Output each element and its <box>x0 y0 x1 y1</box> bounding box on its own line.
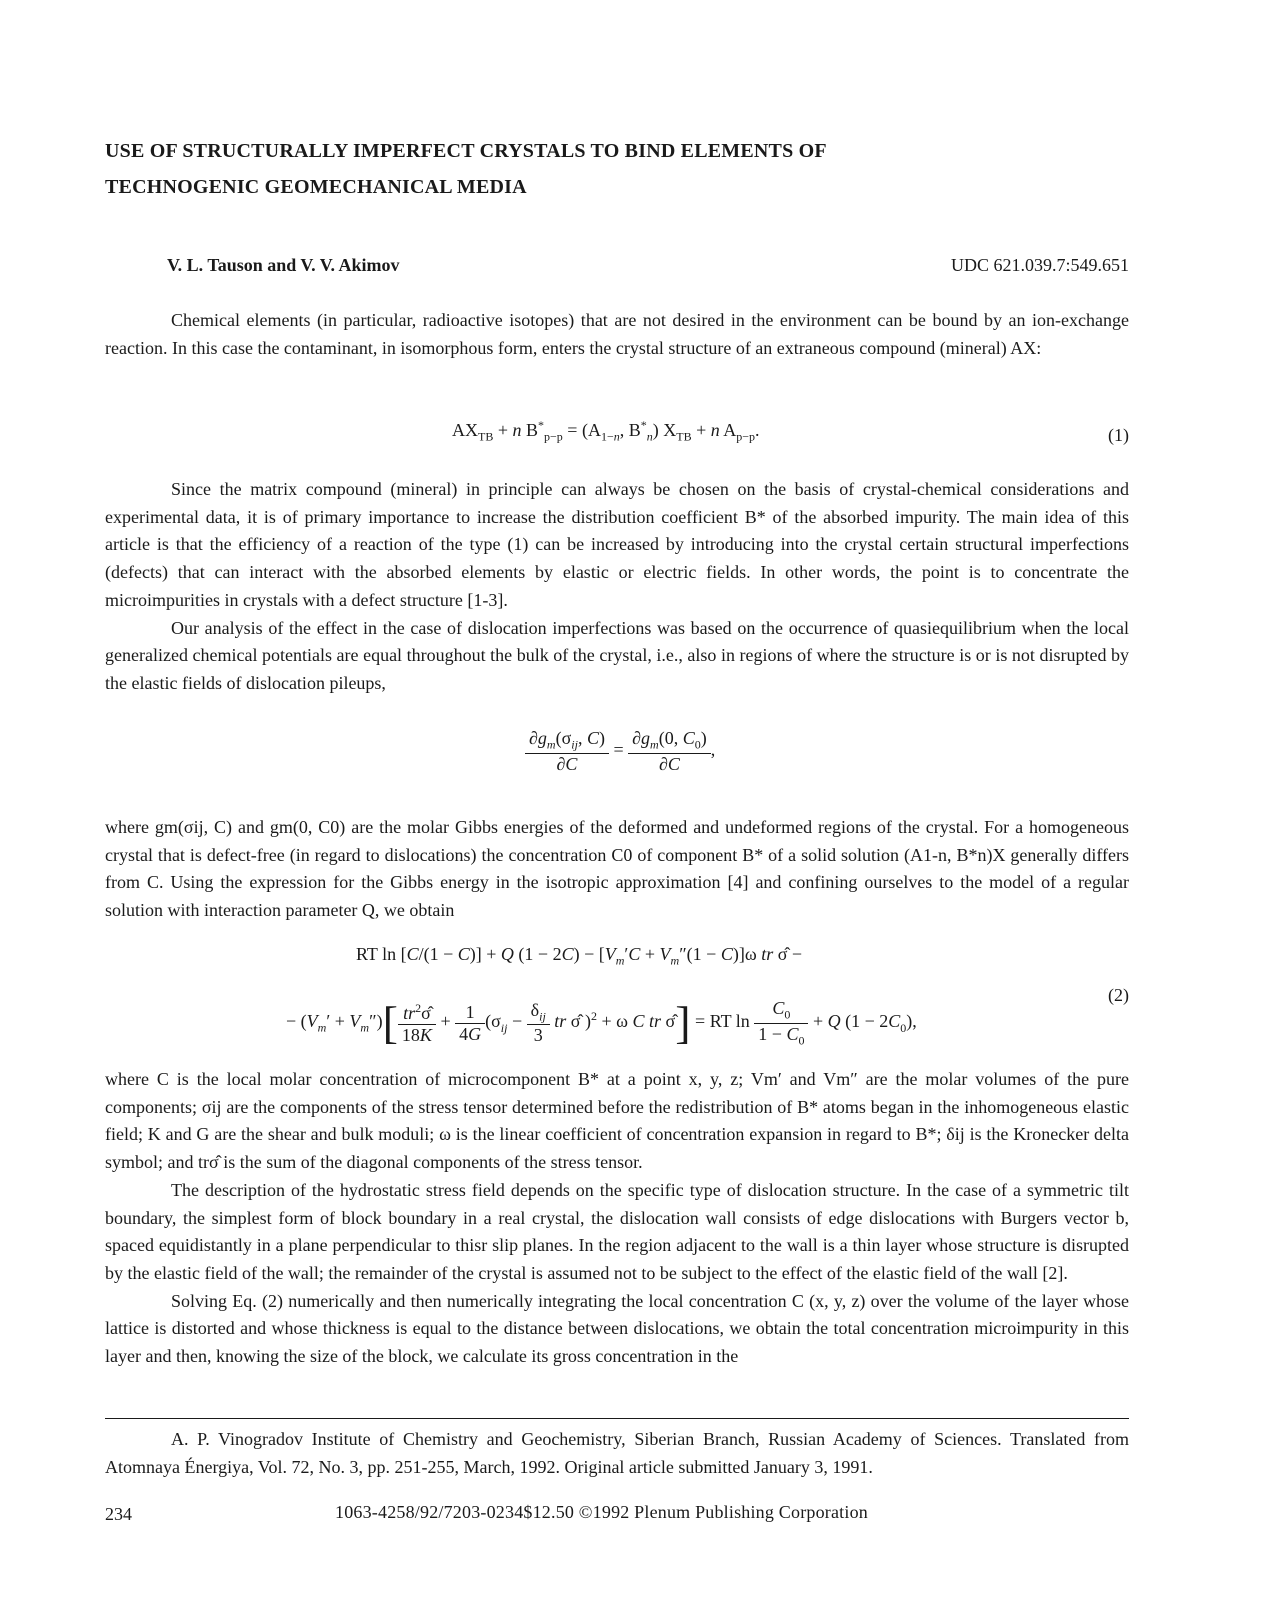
equation-1: $AX_{TB} + n$ $B^*_{p-p} = (A_{1-n}$, $B^*_n$) $X_{TB} + n$ $A_{p-p}$. <box>452 418 760 444</box>
udc-code: UDC 621.039.7:549.651 <box>950 255 1129 275</box>
paragraphs-2-3-block <box>105 476 1129 698</box>
paragraph-7: Solving Eq. (2) numerically and then numerically integrating the local concentration C (x, y, z) over the volume of the layer whose lattice is distorted and whose thickness is equal to the distance between dislocations, we obtain the total concentration microimpurity in this layer and then, knowing the size of the block, we calculate its gross concentration in the <box>105 1290 1129 1367</box>
paragraph-2: Since the matrix compound (mineral) in principle can always be chosen on the basis of crystal-chemical considerations and experimental data, it is of primary importance to increase the distribution coefficient B* of the absorbed impurity. The main idea of this article is that the efficiency of a reaction of the type (1) can be increased by introducing into the crystal certain structural imperfections (defects) that can interact with the absorbed elements by elastic or electric fields. In other words, the point is to concentrate the microimpurities in crystals with a defect structure [1-3]. <box>105 479 1129 610</box>
paragraph-4: where gm(σij, C) and gm(0, C0) are the molar Gibbs energies of the deformed and undeformed regions of the crystal. For a homogeneous crystal that is defect-free (in regard to dislocations) the concentration C0 of component B* of a solid solution (A1-n, B*n)X generally differs from C. Using the expression for the Gibbs energy in the isotropic approximation [4] and confining ourselves to the model of a regular solution with interaction parameter Q, we obtain <box>105 817 1129 921</box>
footnote: A. P. Vinogradov Institute of Chemistry and Geochemistry, Siberian Branch, Russian Academy of Sciences. Translated from Atomnaya Énergiya, Vol. 72, No. 3, pp. 251-255, March, 1992. Original article submitted January 3, 1991. <box>105 1429 1129 1477</box>
title-line-1: USE OF STRUCTURALLY IMPERFECT CRYSTALS TO BIND ELEMENTS OF <box>105 140 827 162</box>
title-line-2: TECHNOGENIC GEOMECHANICAL MEDIA <box>105 176 527 198</box>
paragraph-4-block <box>105 814 1129 925</box>
copyright-line: 1063-4258/92/7203-0234$12.50 ©1992 Plenum Publishing Corporation <box>335 1502 868 1522</box>
equilibrium-condition-equation: $\frac{\partial g_m(\sigma_{ij}, C)}{\partial C}$ = $\frac{\partial g_m(0, C_0)}{\partial C}$ , <box>525 728 715 775</box>
paragraphs-5-7-block <box>105 1066 1129 1371</box>
equation-2-line-2: − $(V_m' + V_m'')$[ $\frac{tr^2\sigmâ}{18K}$ + $\frac{1}{4G}$ ($\sigma_{ij}$ − $\frac{\delta_{ij}}{3}$ tr σ̂ )$^2$ + ω C tr σ̂] = RT ln $\frac{C_0}{1 - C_0}$ + Q $(1 - 2C_0)$, <box>286 997 917 1049</box>
footnote-block <box>105 1426 1129 1481</box>
paragraph-5: where C is the local molar concentration of microcomponent B* at a point x, y, z; Vm′ and Vm″ are the molar volumes of the pure components; σij are the components of the stress tensor determined before the redistribution of B* atoms began in the inhomogeneous elastic field; K and G are the shear and bulk moduli; ω is the linear coefficient of concentration expansion in regard to B*; δij is the Kronecker delta symbol; and trσ̂ is the sum of the diagonal components of the stress tensor. <box>105 1069 1129 1173</box>
article-title <box>105 133 1135 205</box>
equation-2-number: (2) <box>1108 985 1129 1005</box>
equation-1-number: (1) <box>1108 425 1129 445</box>
paragraph-3: Our analysis of the effect in the case of dislocation imperfections was based on the occurrence of quasiequilibrium when the local generalized chemical potentials are equal throughout the bulk of the crystal, i.e., also in regions of where the structure is or is not disrupted by the elastic fields of dislocation pileups, <box>105 617 1129 693</box>
page-number: 234 <box>105 1504 132 1524</box>
paragraph-1-block <box>105 307 1129 362</box>
footnote-divider <box>105 1418 1129 1419</box>
paragraph-6: The description of the hydrostatic stress field depends on the specific type of dislocation structure. In the case of a symmetric tilt boundary, the simplest form of block boundary in a real crystal, the dislocation wall consists of edge dislocations with Burgers vector b, spaced equidistantly in a plane perpendicular to thisr slip planes. In the region adjacent to the wall is a thin layer whose structure is disrupted by the elastic field of the wall; the remainder of the crystal is assumed not to be subject to the effect of the elastic field of the wall [2]. <box>105 1179 1129 1283</box>
equation-2-line-1: RT ln [C/(1 − C)] + Q $(1 - 2C) - [V_m'C + V_m''(1 - C)]\omega$ tr σ̂ − <box>356 944 803 968</box>
paragraph-1: Chemical elements (in particular, radioactive isotopes) that are not desired in the environment can be bound by an ion-exchange reaction. In this case the contaminant, in isomorphous form, enters the crystal structure of an extraneous compound (mineral) AX: <box>105 310 1129 358</box>
authors: V. L. Tauson and V. V. Akimov <box>167 255 400 275</box>
